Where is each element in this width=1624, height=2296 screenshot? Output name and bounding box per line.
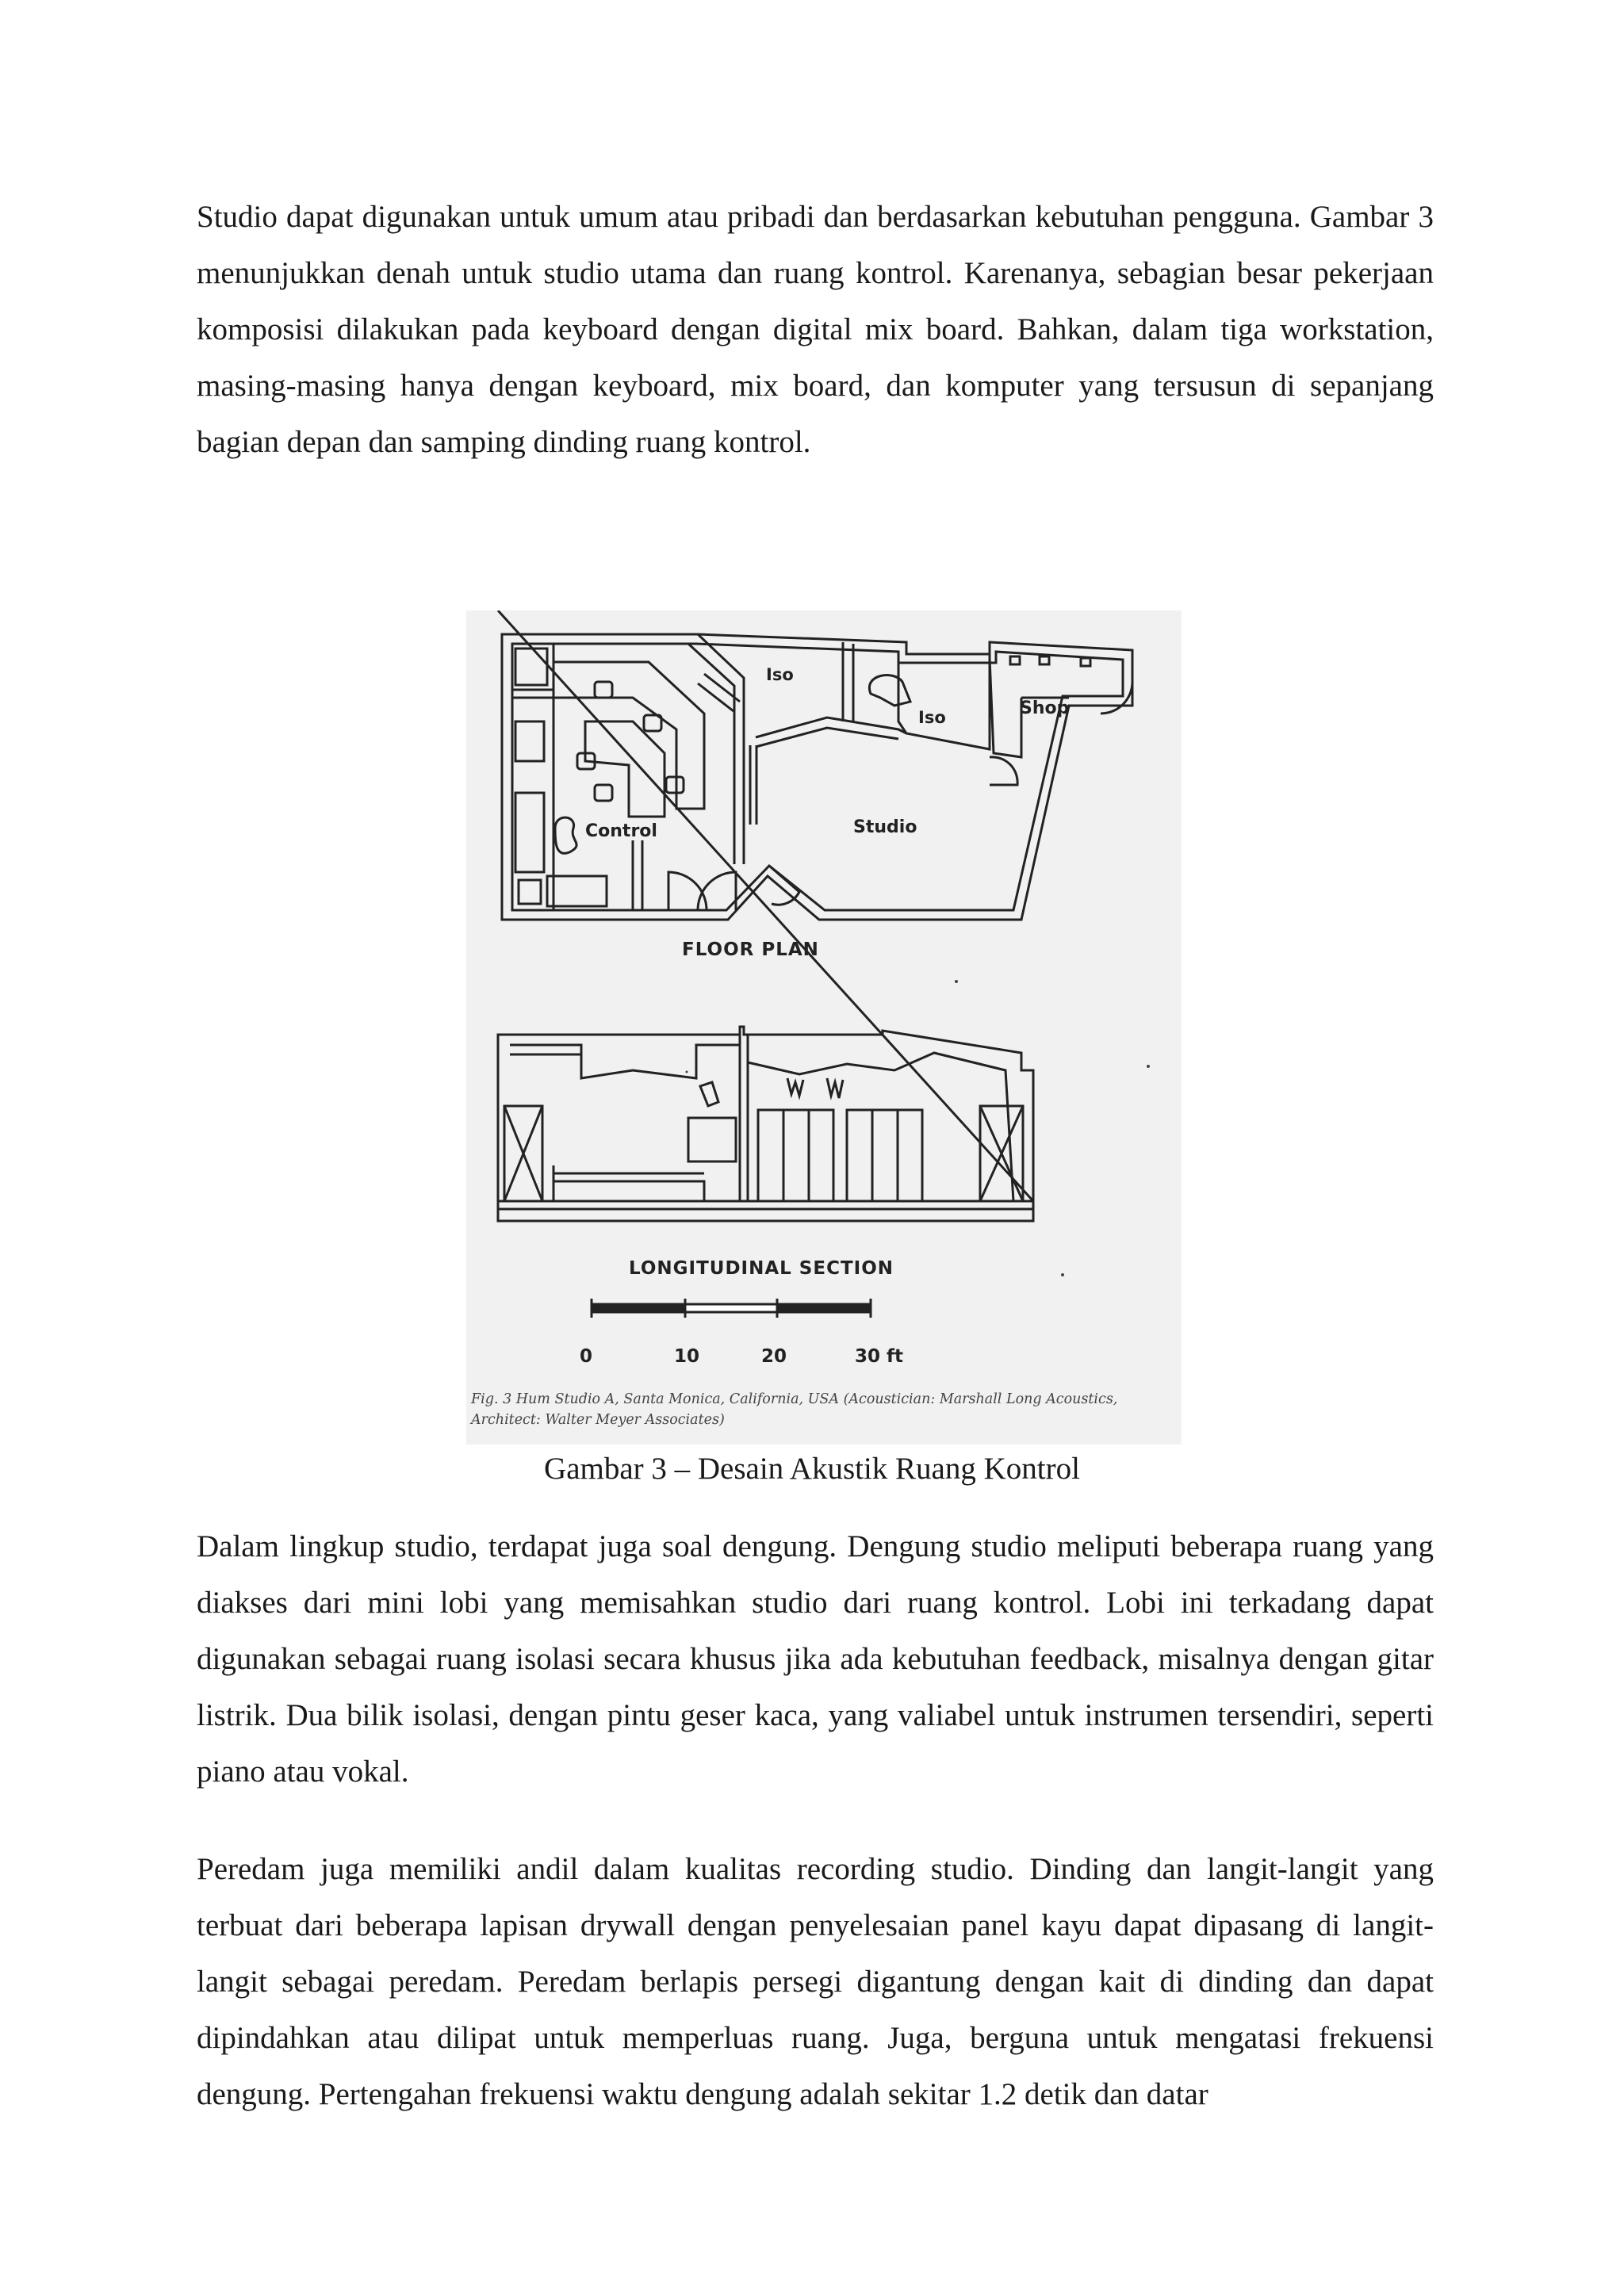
architectural-drawing <box>466 610 1182 1445</box>
scale-tick-0: 0 <box>580 1346 593 1367</box>
label-studio: Studio <box>853 817 917 837</box>
section-outline <box>498 1027 1033 1221</box>
label-iso-2: Iso <box>918 708 946 727</box>
scale-tick-20: 20 <box>761 1346 787 1367</box>
label-control: Control <box>585 821 657 841</box>
label-floor-plan: FLOOR PLAN <box>682 939 819 960</box>
paragraph-reverberation: Dalam lingkup studio, terdapat juga soal dengung. Dengung studio meliputi beberapa ruang yang diakses dari mini lobi yang memisahkan studio dari ruang kontrol. Lobi ini terkadang dapat digunakan sebagai ruang isolasi secara khusus jika ada kebutuhan feedback, misalnya dengan gitar listrik. Dua bilik isolasi, dengan pintu geser kaca, yang valiabel untuk instrumen tersendiri, seperti piano atau vokal. <box>197 1529 1434 1789</box>
label-shop: Shop <box>1020 698 1070 718</box>
paragraph-intro: Studio dapat digunakan untuk umum atau pribadi dan berdasarkan kebutuhan pengguna. Gambar 3 menunjukkan denah untuk studio utama dan ruang kontrol. Karenanya, sebagian besar pekerjaan komposisi dilakukan pada keyboard dengan digital mix board. Bahkan, dalam tiga workstation, masing-masing hanya dengan keyboard, mix board, dan komputer yang tersusun di sepanjang bagian depan dan samping dinding ruang kontrol. <box>197 200 1434 459</box>
figure-caption: Gambar 3 – Desain Akustik Ruang Kontrol <box>544 1452 1080 1486</box>
figure-floor-plan <box>466 610 1182 1445</box>
figure-source-note: Fig. 3 Hum Studio A, Santa Monica, California, USA (Acoustician: Marshall Long Acoustics, Architect: Walter Meyer Associates) <box>471 1391 1118 1428</box>
label-longitudinal-section: LONGITUDINAL SECTION <box>629 1258 894 1279</box>
paragraph-damping: Peredam juga memiliki andil dalam kualitas recording studio. Dinding dan langit-langit yang terbuat dari beberapa lapisan drywall dengan penyelesaian panel kayu dapat dipasang di langit-langit sebagai peredam. Peredam berlapis persegi digantung dengan kait di dinding dan dapat dipindahkan atau dilipat untuk memperluas ruang. Juga, berguna untuk mengatasi frekuensi dengung. Pertengahan frekuensi waktu dengung adalah sekitar 1.2 detik dan datar <box>197 1852 1434 2111</box>
scale-tick-30: 30 ft <box>855 1346 904 1367</box>
scale-tick-10: 10 <box>674 1346 700 1367</box>
label-iso-1: Iso <box>766 665 794 684</box>
